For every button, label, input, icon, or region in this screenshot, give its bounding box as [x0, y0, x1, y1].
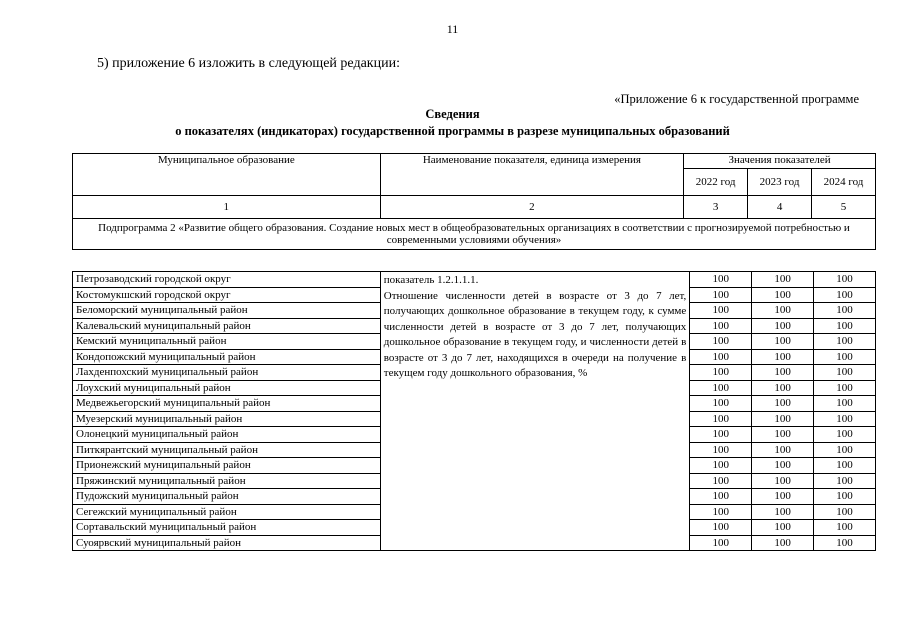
value-2023: 100 [752, 303, 814, 319]
municipality-name: Суоярвский муниципальный район [73, 535, 381, 551]
value-2023: 100 [752, 442, 814, 458]
value-2022: 100 [690, 334, 752, 350]
value-2022: 100 [690, 318, 752, 334]
value-2024: 100 [814, 489, 876, 505]
value-2024: 100 [814, 349, 876, 365]
value-2023: 100 [752, 535, 814, 551]
value-2023: 100 [752, 489, 814, 505]
municipality-name: Медвежьегорский муниципальный район [73, 396, 381, 412]
municipality-name: Калевальский муниципальный район [73, 318, 381, 334]
header-year-2024: 2024 год [812, 169, 876, 196]
municipality-name: Муезерский муниципальный район [73, 411, 381, 427]
value-2024: 100 [814, 411, 876, 427]
col-number-2: 2 [380, 196, 684, 219]
header-year-2022: 2022 год [684, 169, 748, 196]
col-number-3: 3 [684, 196, 748, 219]
value-2022: 100 [690, 287, 752, 303]
value-2023: 100 [752, 349, 814, 365]
value-2022: 100 [690, 504, 752, 520]
value-2022: 100 [690, 458, 752, 474]
page-number: 11 [446, 22, 459, 36]
indicator-text: Отношение численности детей в возрасте от 3 до 7 лет, получающих дошкольное образование в текущем году, к сумме численности детей в возрасте от 3 до 7 лет, получающих дошкольное образование в текущем году, и численности детей в возрасте от 3 до 7 лет, находящихся в очереди на получение в текущем году дошкольного образования, % [383, 289, 687, 379]
subprogram-row: Подпрограмма 2 «Развитие общего образования. Создание новых мест в общеобразовательных организациях в соответствии с прогнозируемой потребностью и современными условиями обучения» [73, 219, 876, 250]
value-2022: 100 [690, 427, 752, 443]
municipality-name: Костомукшский городской округ [73, 287, 381, 303]
value-2024: 100 [814, 458, 876, 474]
data-table [72, 271, 876, 551]
municipality-name: Кондопожский муниципальный район [73, 349, 381, 365]
value-2024: 100 [814, 380, 876, 396]
municipality-name: Сортавальский муниципальный район [73, 520, 381, 536]
col-number-5: 5 [812, 196, 876, 219]
value-2024: 100 [814, 303, 876, 319]
municipality-name: Прионежский муниципальный район [73, 458, 381, 474]
value-2024: 100 [814, 318, 876, 334]
value-2023: 100 [752, 458, 814, 474]
header-table [72, 153, 876, 250]
value-2023: 100 [752, 520, 814, 536]
value-2022: 100 [690, 442, 752, 458]
value-2023: 100 [752, 287, 814, 303]
value-2023: 100 [752, 272, 814, 288]
municipality-name: Кемский муниципальный район [73, 334, 381, 350]
municipality-name: Сегежский муниципальный район [73, 504, 381, 520]
municipality-name: Пряжинский муниципальный район [73, 473, 381, 489]
value-2024: 100 [814, 272, 876, 288]
municipality-name: Питкярантский муниципальный район [73, 442, 381, 458]
header-year-2023: 2023 год [748, 169, 812, 196]
value-2023: 100 [752, 504, 814, 520]
value-2024: 100 [814, 535, 876, 551]
value-2022: 100 [690, 303, 752, 319]
municipality-name: Петрозаводский городской округ [73, 272, 381, 288]
intro-text: 5) приложение 6 изложить в следующей редакции: [97, 56, 400, 71]
municipality-name: Пудожский муниципальный район [73, 489, 381, 505]
indicator-description [380, 272, 690, 551]
header-values: Значения показателей [684, 154, 876, 169]
value-2024: 100 [814, 396, 876, 412]
value-2022: 100 [690, 489, 752, 505]
value-2024: 100 [814, 365, 876, 381]
indicator-code: показатель 1.2.1.1.1. [383, 274, 479, 286]
value-2022: 100 [690, 380, 752, 396]
value-2023: 100 [752, 411, 814, 427]
col-number-1: 1 [73, 196, 381, 219]
value-2024: 100 [814, 520, 876, 536]
table-row [73, 272, 876, 288]
value-2024: 100 [814, 504, 876, 520]
header-municipality: Муниципальное образование [73, 154, 381, 196]
value-2023: 100 [752, 427, 814, 443]
value-2022: 100 [690, 365, 752, 381]
municipality-name: Олонецкий муниципальный район [73, 427, 381, 443]
value-2024: 100 [814, 442, 876, 458]
document-title: Сведения [425, 107, 480, 121]
value-2023: 100 [752, 473, 814, 489]
appendix-reference: «Приложение 6 к государственной программе [614, 92, 859, 106]
value-2022: 100 [690, 473, 752, 489]
value-2022: 100 [690, 535, 752, 551]
value-2023: 100 [752, 334, 814, 350]
value-2022: 100 [690, 520, 752, 536]
municipality-name: Лоухский муниципальный район [73, 380, 381, 396]
value-2023: 100 [752, 365, 814, 381]
value-2023: 100 [752, 380, 814, 396]
value-2023: 100 [752, 318, 814, 334]
municipality-name: Беломорский муниципальный район [73, 303, 381, 319]
value-2022: 100 [690, 272, 752, 288]
col-number-4: 4 [748, 196, 812, 219]
value-2023: 100 [752, 396, 814, 412]
header-indicator: Наименование показателя, единица измерения [380, 154, 684, 196]
value-2022: 100 [690, 349, 752, 365]
document-subtitle: о показателях (индикаторах) государственной программы в разрезе муниципальных образований [175, 124, 730, 138]
value-2024: 100 [814, 287, 876, 303]
value-2024: 100 [814, 334, 876, 350]
municipality-name: Лахденпохский муниципальный район [73, 365, 381, 381]
value-2024: 100 [814, 427, 876, 443]
value-2022: 100 [690, 396, 752, 412]
value-2024: 100 [814, 473, 876, 489]
value-2022: 100 [690, 411, 752, 427]
